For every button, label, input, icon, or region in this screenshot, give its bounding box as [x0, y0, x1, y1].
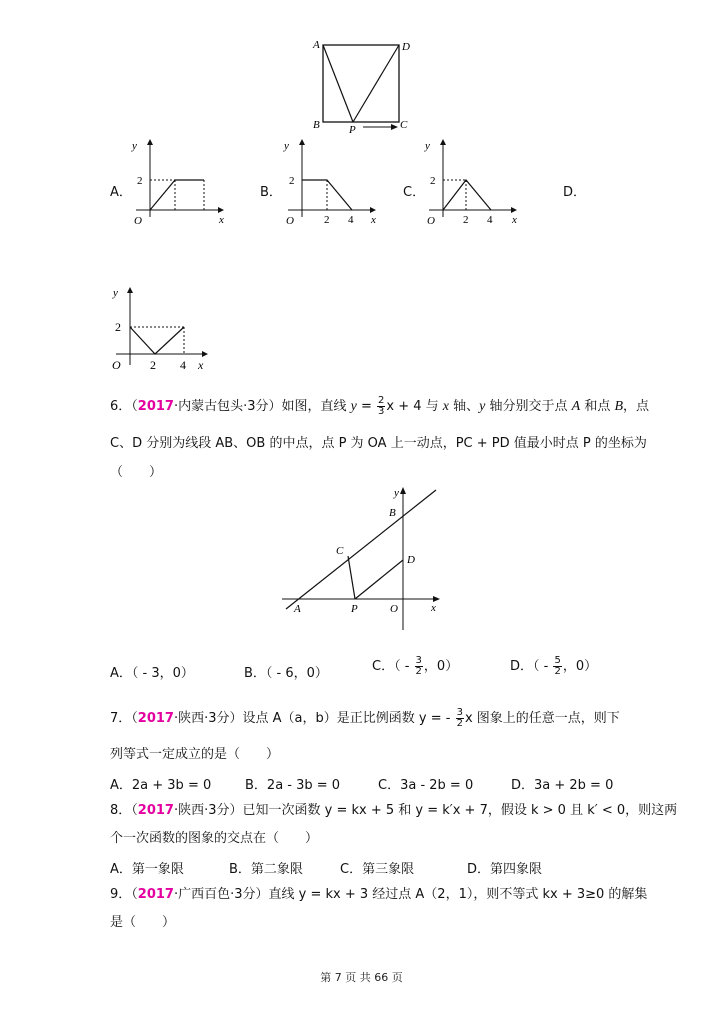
q6-option-d[interactable]: D．（ - $\frac{5}{2}$ ，0） [510, 655, 598, 677]
motion-arrowhead [391, 124, 398, 130]
q7-option-a[interactable]: A．2a + 3b = 0 [110, 778, 212, 793]
segment-cp [348, 556, 355, 599]
svg-text:O: O [134, 215, 142, 227]
svg-text:y: y [132, 140, 137, 152]
q6-option-b[interactable]: B．（ - 6，0） [244, 666, 328, 681]
svg-text:2: 2 [289, 175, 295, 187]
option-d-label[interactable]: D． [563, 185, 587, 200]
option-a-graph [128, 137, 233, 227]
svg-text:D: D [407, 554, 415, 566]
svg-text:x: x [371, 214, 376, 226]
q7-line1: 7．（2017·陕西·3分）设点 A（a，b）是正比例函数 y = - $\frac{3}{2}$ x 图象上的任意一点，则下 [110, 707, 620, 729]
label-a: A [313, 39, 320, 51]
svg-text:x: x [198, 358, 204, 372]
svg-text:2: 2 [150, 358, 156, 372]
svg-text:x: x [219, 214, 224, 226]
svg-text:y: y [425, 140, 430, 152]
svg-text:O: O [390, 603, 398, 615]
segment-ap [323, 45, 353, 122]
graph-line [130, 327, 184, 354]
fraction-two-thirds: $\frac{2}{3}$ [378, 395, 385, 417]
option-b-graph [280, 137, 385, 227]
line-ab [286, 490, 436, 609]
q7-option-c[interactable]: C．3a - 2b = 0 [378, 778, 474, 793]
svg-text:x: x [512, 214, 517, 226]
svg-text:2: 2 [430, 175, 436, 187]
svg-text:x: x [431, 602, 436, 614]
svg-text:4: 4 [487, 214, 493, 226]
q8-line1: 8．（2017·陕西·3分）已知一次函数 y = kx + 5 和 y = k′x + 7，假设 k > 0 且 k′ < 0，则这两 [110, 803, 678, 818]
q9-line1: 9．（2017·广西百色·3分）直线 y = kx + 3 经过点 A（2，1），则不等式 kx + 3≥0 的解集 [110, 887, 648, 902]
svg-text:y: y [284, 140, 289, 152]
graph-line [443, 180, 491, 210]
label-b: B [313, 119, 320, 131]
label-d: D [402, 41, 410, 53]
svg-text:2: 2 [324, 214, 330, 226]
segment-dp [353, 45, 399, 122]
square-abcd-figure [305, 35, 425, 135]
q8-option-d[interactable]: D．第四象限 [467, 862, 543, 877]
page-number-footer: 第 7 页 共 66 页 [320, 971, 403, 984]
q6-option-c[interactable]: C．（ - $\frac{3}{2}$ ，0） [372, 655, 459, 677]
q6-line1: 6．（2017·内蒙古包头·3分）如图，直线 y = $\frac{2}{3}$ x + 4 与 x 轴、y 轴分别交于点 A 和点 B，点 [110, 395, 650, 417]
svg-text:C: C [336, 545, 344, 557]
option-b-label[interactable]: B． [260, 185, 282, 200]
square-outline [323, 45, 399, 122]
q7-option-d[interactable]: D．3a + 2b = 0 [511, 778, 614, 793]
svg-text:2: 2 [137, 175, 143, 187]
svg-text:2: 2 [115, 320, 121, 334]
svg-text:y: y [113, 287, 118, 299]
svg-text:O: O [427, 215, 435, 227]
graph-line [150, 180, 204, 210]
label-p: P [349, 124, 356, 135]
svg-text:O: O [286, 215, 294, 227]
q8-option-a[interactable]: A．第一象限 [110, 862, 184, 877]
q6-line3: （ ） [110, 465, 163, 480]
option-d-graph [108, 283, 218, 375]
q6-coordinate-figure [280, 484, 445, 634]
svg-text:y: y [394, 487, 399, 499]
svg-text:2: 2 [463, 214, 469, 226]
q6-line2: C、D 分别为线段 AB、OB 的中点，点 P 为 OA 上一动点，PC + PD 值最小时点 P 的坐标为 [110, 436, 647, 451]
option-c-label[interactable]: C． [403, 185, 426, 200]
svg-text:B: B [389, 507, 396, 519]
svg-text:O: O [112, 358, 121, 372]
q8-line2: 个一次函数的图象的交点在（ ） [110, 831, 319, 846]
q6-option-a[interactable]: A．（ - 3，0） [110, 666, 194, 681]
label-c: C [400, 119, 408, 131]
q7-option-b[interactable]: B．2a - 3b = 0 [245, 778, 341, 793]
svg-text:4: 4 [180, 358, 186, 372]
q7-line2: 列等式一定成立的是（ ） [110, 747, 280, 762]
option-a-label[interactable]: A． [110, 185, 132, 200]
option-c-graph [421, 137, 526, 227]
q8-option-c[interactable]: C．第三象限 [340, 862, 415, 877]
svg-text:P: P [351, 603, 358, 615]
fraction-three-halves: $\frac{3}{2}$ [456, 707, 463, 729]
segment-pd [355, 560, 403, 599]
svg-text:4: 4 [348, 214, 354, 226]
svg-text:A: A [294, 603, 301, 615]
q9-line2: 是（ ） [110, 915, 176, 930]
q8-option-b[interactable]: B．第二象限 [229, 862, 303, 877]
